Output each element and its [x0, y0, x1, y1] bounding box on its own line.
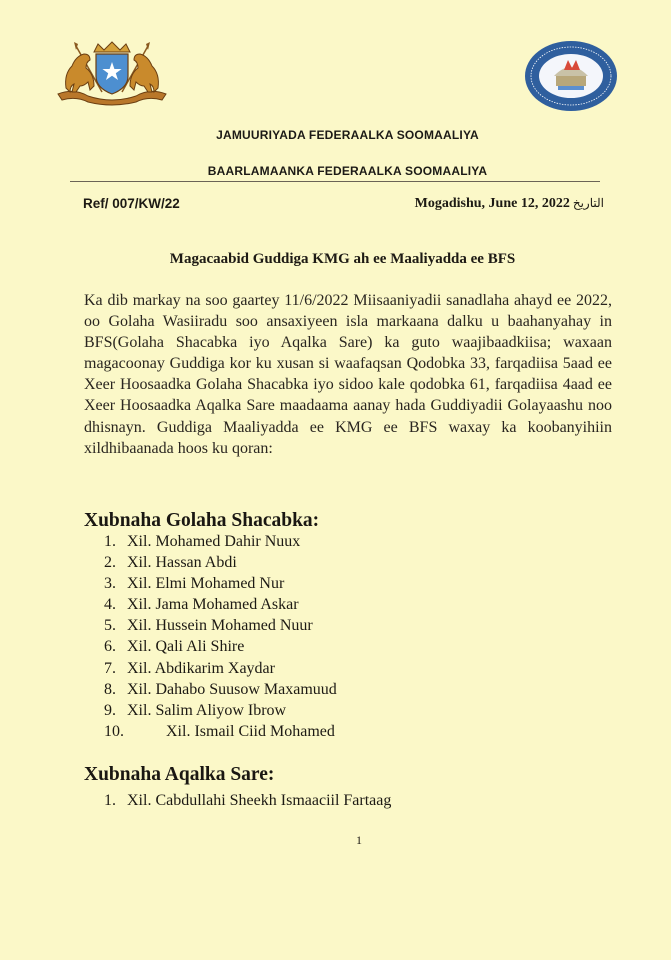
list-item: 1. Xil. Mohamed Dahir Nuux — [104, 533, 301, 550]
senate-members-list — [104, 790, 391, 811]
body-paragraph: Ka dib markay na soo gaartey 11/6/2022 Miisaaniyadii sanadlaha ahayd ee 2022, oo Golaha Wasiiradu soo ansaxiyeen isla markaana dalku u baahanyahay in BFS(Golaha Shacabka iyo Aqalka Sare) ka guto waajibaadkiisa; waxaan magacoonay Guddiga kor ku xusan si waafaqsan Qodobka 33, farqadiisa 5aad ee Xeer Hoosaadka Golaha Shacabka iyo sidoo kale qodobka 61, farqadiisa 4aad ee Xeer Hoosaadka Aqalka Sare maadaama aanay hada Guddiyadii Golayaashu noo dhisnayn. Guddiga Maaliyadda ee KMG ee BFS waxay ka koobanyihiin xildhibaanada hoos ku qoran: — [84, 292, 612, 457]
list-item: 7. Xil. Abdikarim Xaydar — [104, 659, 275, 677]
list-item: 9. Xil. Salim Aliyow Ibrow — [104, 701, 287, 719]
header-divider — [70, 181, 600, 182]
parliament-seal-icon — [524, 40, 618, 112]
list-item: 10. Xil. Ismail Ciid Mohamed — [104, 722, 335, 740]
list-item: 6. Xil. Qali Ali Shire — [104, 638, 245, 656]
section-heading-house: Xubnaha Golaha Shacabka: — [84, 510, 320, 531]
date-arabic-label: التاريخ — [572, 196, 604, 210]
reference-number: Ref/ 007/KW/22 — [83, 196, 180, 211]
letterhead-parliament: BAARLAMAANKA FEDERAALKA SOOMAALIYA — [207, 164, 488, 178]
house-members-list — [104, 531, 337, 742]
list-item: 5. Xil. Hussein Mohamed Nuur — [104, 617, 313, 635]
letterhead-republic: JAMUURIYADA FEDERAALKA SOOMAALIYA — [216, 128, 479, 142]
list-item: 2. Xil. Hassan Abdi — [104, 554, 237, 572]
list-item: 3. Xil. Elmi Mohamed Nur — [104, 575, 285, 593]
section-heading-senate: Xubnaha Aqalka Sare: — [84, 764, 275, 785]
letter-title: Magacaabid Guddiga KMG ah ee Maaliyadda ee BFS — [169, 251, 516, 267]
letter-date — [415, 196, 604, 212]
list-item: 8. Xil. Dahabo Suusow Maxamuud — [104, 680, 337, 698]
list-item: 1. Xil. Cabdullahi Sheekh Ismaaciil Fartaag — [104, 792, 392, 809]
page-number: 1 — [356, 833, 362, 847]
somalia-coat-of-arms-icon — [54, 38, 170, 106]
list-item: 4. Xil. Jama Mohamed Askar — [104, 596, 299, 614]
date-text: Mogadishu, June 12, 2022 — [414, 196, 570, 211]
